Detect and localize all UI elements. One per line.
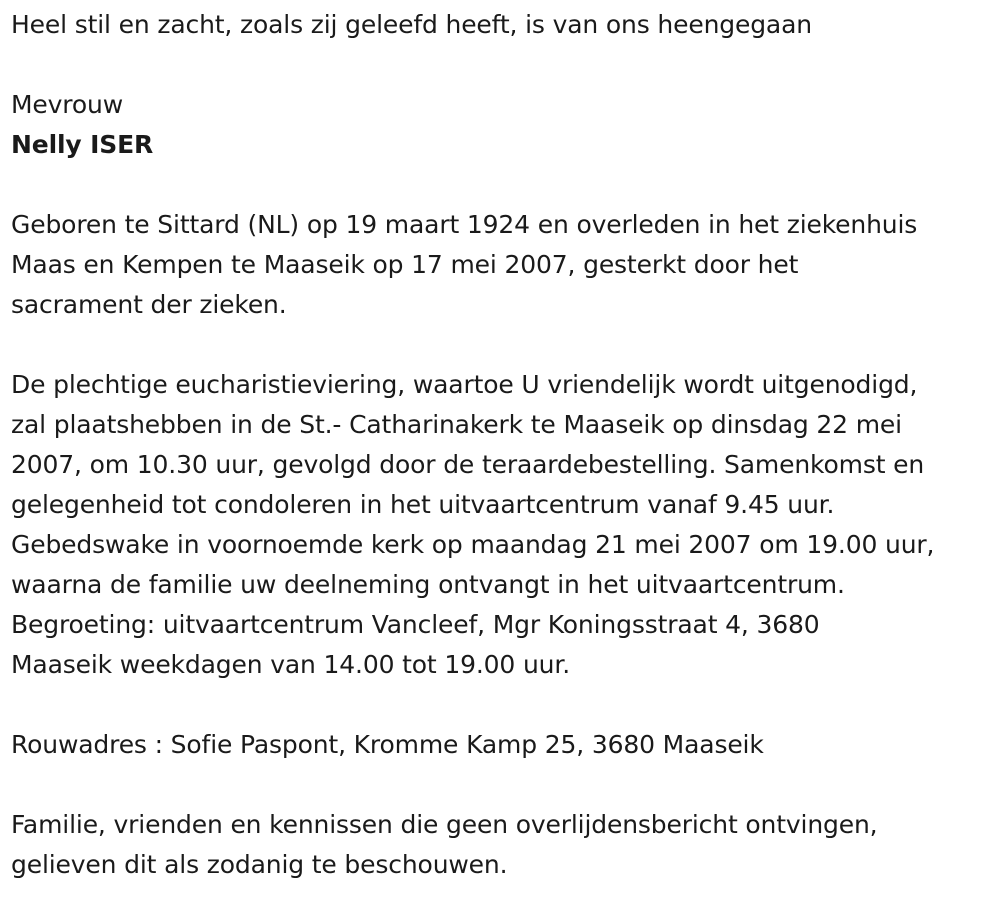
ceremony-paragraph (11, 365, 996, 685)
salutation: Mevrouw (11, 90, 124, 119)
spacer (11, 165, 996, 205)
paragraph-line: Familie, vrienden en kennissen die geen overlijdensbericht ontvingen, (11, 810, 878, 839)
paragraph-line: Begroeting: uitvaartcentrum Vancleef, Mgr Koningsstraat 4, 3680 (11, 610, 820, 639)
paragraph-line: zal plaatshebben in de St.- Catharinakerk te Maaseik op dinsdag 22 mei (11, 410, 902, 439)
deceased-name: Nelly ISER (11, 130, 154, 159)
spacer (11, 45, 996, 85)
paragraph-line: Gebedswake in voornoemde kerk op maandag 21 mei 2007 om 19.00 uur, (11, 530, 935, 559)
paragraph-line: gelegenheid tot condoleren in het uitvaartcentrum vanaf 9.45 uur. (11, 490, 835, 519)
obituary-text (11, 5, 996, 885)
paragraph-line: sacrament der zieken. (11, 290, 287, 319)
closing-paragraph (11, 805, 996, 885)
spacer (11, 685, 996, 725)
paragraph-line: Maaseik weekdagen van 14.00 tot 19.00 uur. (11, 650, 571, 679)
paragraph-line: De plechtige eucharistieviering, waartoe U vriendelijk wordt uitgenodigd, (11, 370, 918, 399)
mourning-address: Rouwadres : Sofie Paspont, Kromme Kamp 25, 3680 Maaseik (11, 730, 764, 759)
paragraph-line: Maas en Kempen te Maaseik op 17 mei 2007, gesterkt door het (11, 250, 799, 279)
birth-paragraph (11, 205, 996, 325)
paragraph-line: Geboren te Sittard (NL) op 19 maart 1924 en overleden in het ziekenhuis (11, 210, 918, 239)
intro-line: Heel stil en zacht, zoals zij geleefd heeft, is van ons heengegaan (11, 10, 812, 39)
spacer (11, 325, 996, 365)
paragraph-line: waarna de familie uw deelneming ontvangt in het uitvaartcentrum. (11, 570, 845, 599)
paragraph-line: gelieven dit als zodanig te beschouwen. (11, 850, 508, 879)
spacer (11, 765, 996, 805)
paragraph-line: 2007, om 10.30 uur, gevolgd door de teraardebestelling. Samenkomst en (11, 450, 925, 479)
